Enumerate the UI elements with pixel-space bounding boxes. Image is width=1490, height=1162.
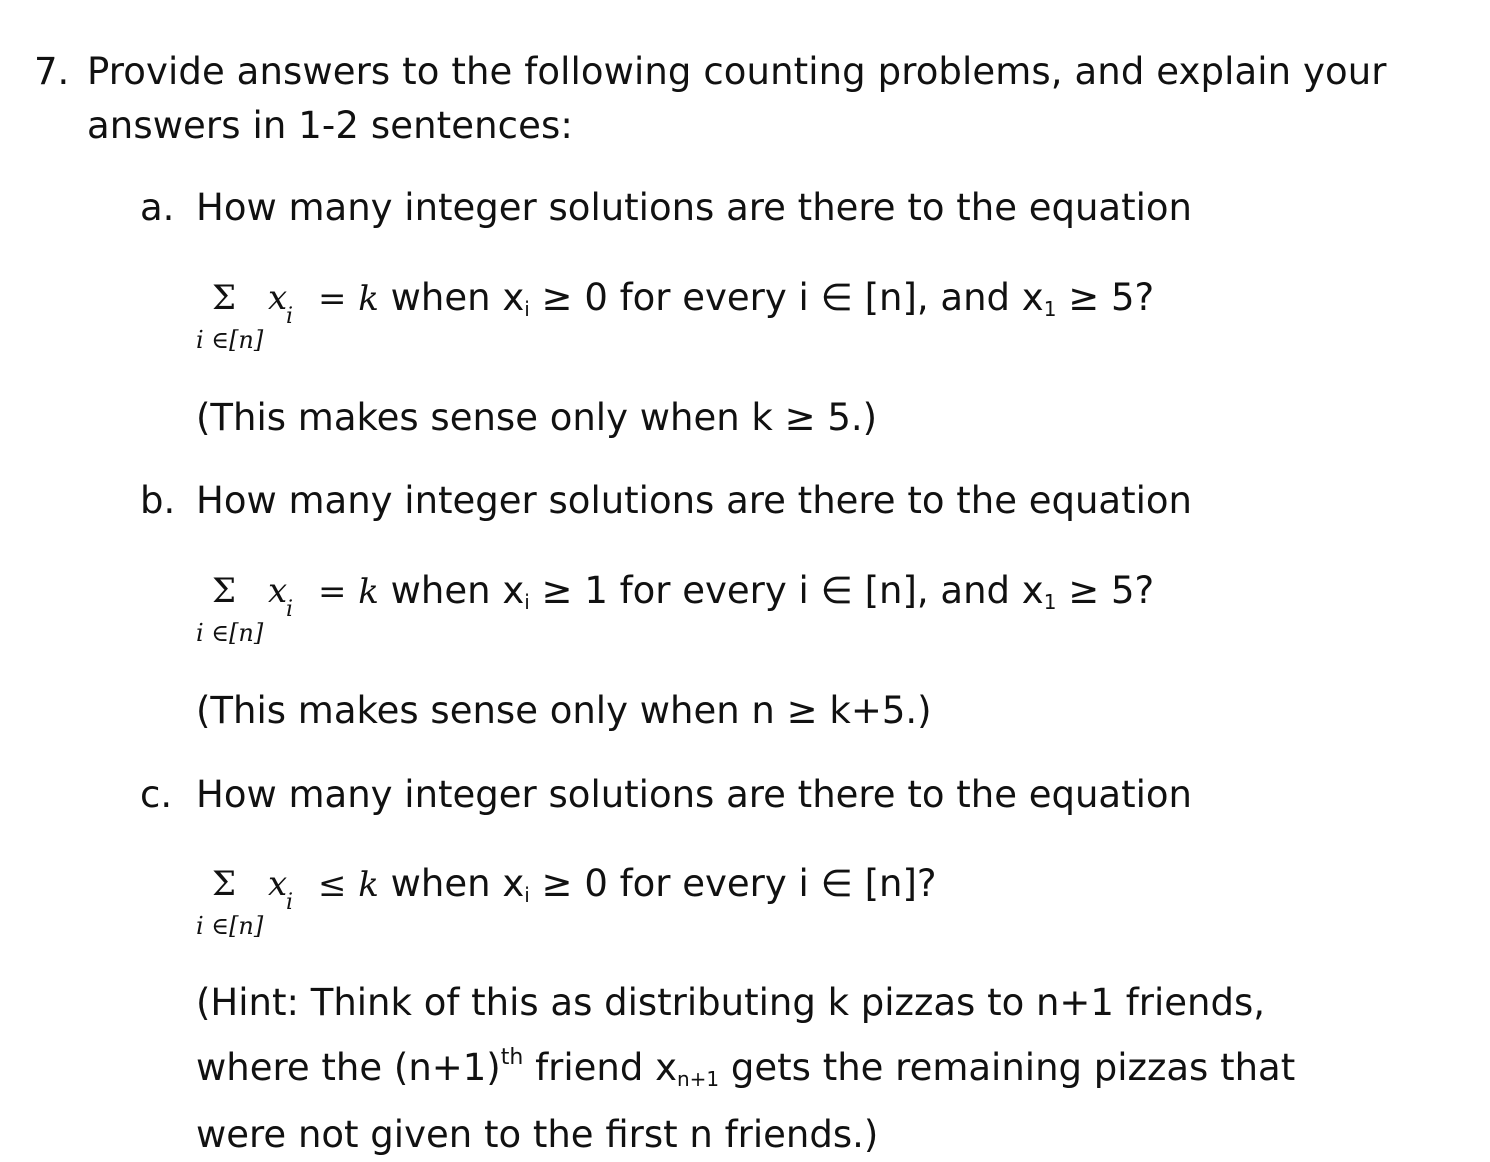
rhs-variable: k <box>358 279 379 319</box>
hint-text: gets the remaining pizzas that <box>719 1046 1296 1089</box>
equation-condition <box>318 278 1154 329</box>
sum-variable-subscript: i <box>286 597 294 622</box>
condition-text: ≥ 0 for every i ∈ [n], and x <box>529 276 1044 319</box>
sum-variable-subscript: i <box>286 304 294 329</box>
question-number: 7. <box>34 50 70 93</box>
condition-text: ≥ 5? <box>1056 569 1155 612</box>
condition-subscript: 1 <box>1043 297 1057 321</box>
part-a-note: (This makes sense only when k ≥ 5.) <box>196 396 878 439</box>
condition-subscript: i <box>524 590 530 614</box>
condition-subscript: i <box>524 297 530 321</box>
part-c-question: How many integer solutions are there to the equation <box>196 773 1192 816</box>
rhs-variable: k <box>358 865 379 905</box>
part-b-note: (This makes sense only when n ≥ k+5.) <box>196 689 932 732</box>
hint-line: were not given to the first n friends.) <box>196 1113 879 1156</box>
sum-variable: x <box>268 864 288 904</box>
sum-symbol: Σ <box>212 571 237 611</box>
condition-text: when x <box>378 569 525 612</box>
part-b-letter: b. <box>140 479 176 522</box>
sum-range: i ∈[n] <box>196 326 264 354</box>
part-c-letter: c. <box>140 773 173 816</box>
part-a-equation <box>196 278 1346 368</box>
part-c-hint <box>196 975 1346 1162</box>
condition-text: when x <box>378 276 525 319</box>
part-c-equation <box>196 864 1346 954</box>
sum-range: i ∈[n] <box>196 619 264 647</box>
relation-symbol: = <box>318 279 347 319</box>
condition-text: ≥ 0 for every i ∈ [n]? <box>529 862 937 905</box>
hint-line <box>196 1030 1346 1107</box>
relation-symbol: ≤ <box>318 865 347 905</box>
hint-line: (Hint: Think of this as distributing k pizzas to n+1 friends, <box>196 981 1265 1024</box>
sum-range: i ∈[n] <box>196 912 264 940</box>
sum-variable-subscript: i <box>286 890 294 915</box>
rhs-variable: k <box>358 572 379 612</box>
sum-symbol: Σ <box>212 864 237 904</box>
sum-variable: x <box>268 571 288 611</box>
condition-text: ≥ 5? <box>1056 276 1155 319</box>
condition-subscript: i <box>524 883 530 907</box>
equation-condition <box>318 864 937 915</box>
sum-variable: x <box>268 278 288 318</box>
sum-symbol: Σ <box>212 278 237 318</box>
part-a-letter: a. <box>140 186 175 229</box>
condition-text: when x <box>378 862 525 905</box>
part-a-question: How many integer solutions are there to the equation <box>196 186 1192 229</box>
question-text: Provide answers to the following counting problems, and explain your answers in 1-2 sentences: <box>87 50 1387 147</box>
condition-text: ≥ 1 for every i ∈ [n], and x <box>529 569 1044 612</box>
part-b-question: How many integer solutions are there to the equation <box>196 479 1192 522</box>
equation-condition <box>318 571 1154 622</box>
hint-text: where the (n+1) <box>196 1046 501 1089</box>
hint-superscript: th <box>500 1045 524 1070</box>
relation-symbol: = <box>318 572 347 612</box>
hint-text: friend x <box>523 1046 677 1089</box>
condition-subscript: 1 <box>1043 590 1057 614</box>
hint-subscript: n+1 <box>676 1067 720 1091</box>
part-b-equation <box>196 571 1346 661</box>
